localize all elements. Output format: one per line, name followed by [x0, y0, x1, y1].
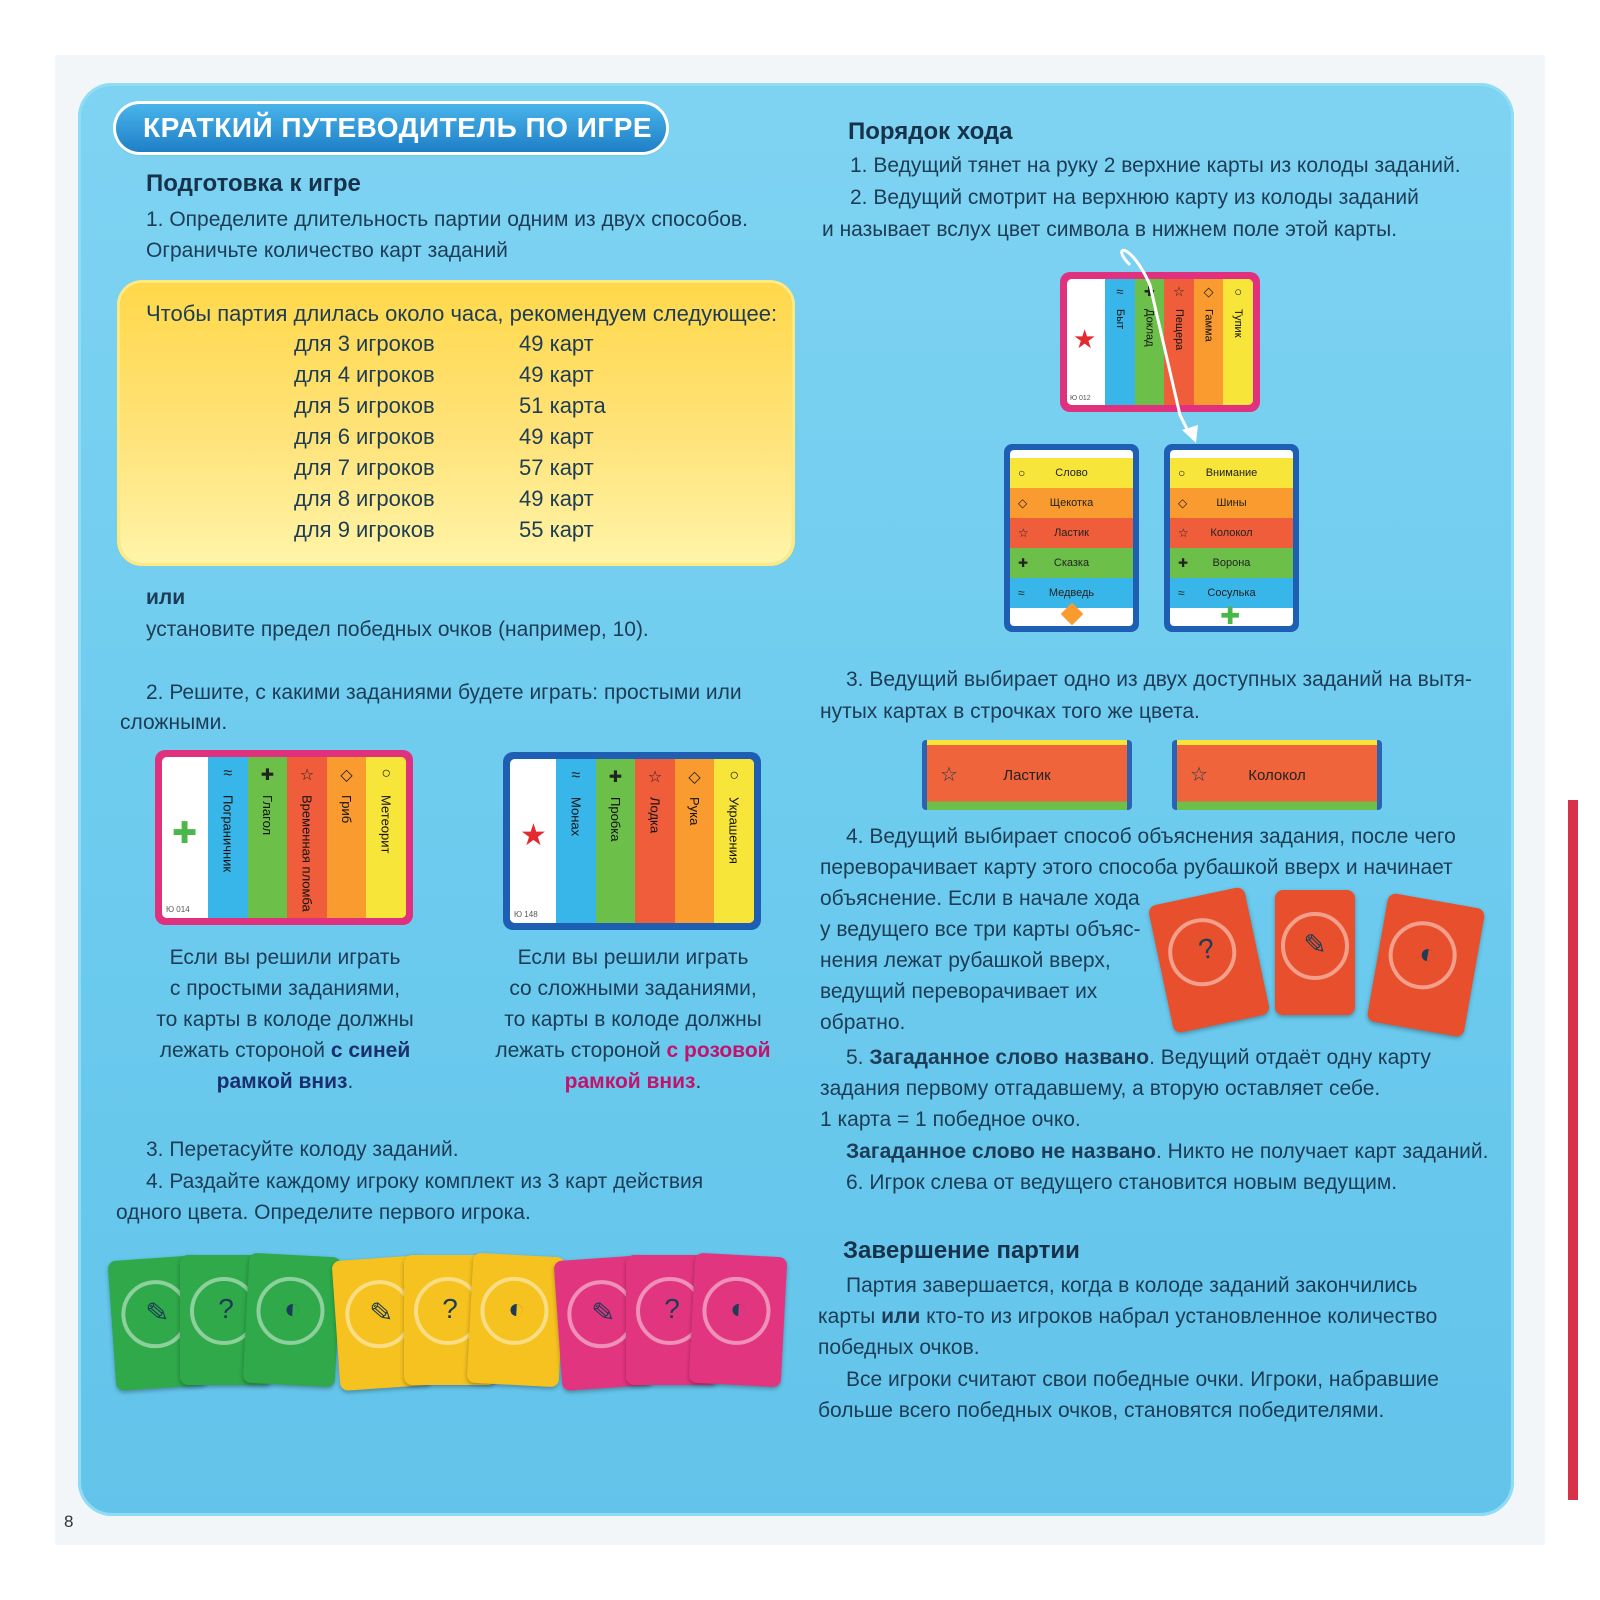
turn-step3-line1: 3. Ведущий выбирает одно из двух доступных заданий на вытя-	[846, 668, 1472, 691]
card-word: Пробка	[607, 797, 623, 842]
mask-icon: ◐	[507, 1292, 526, 1325]
prep-heading: Подготовка к игре	[146, 170, 361, 197]
question-icon: ?	[664, 1293, 680, 1324]
task-strip	[922, 740, 1132, 810]
card-code: Ю 148	[514, 910, 538, 919]
card-word: Слово	[1055, 467, 1088, 479]
page-number: 8	[64, 1512, 74, 1531]
card-code: Ю 012	[1070, 395, 1091, 402]
turn-step2-line1: 2. Ведущий смотрит на верхнюю карту из колоды заданий	[850, 186, 1419, 209]
title-banner	[116, 104, 666, 152]
diamond-icon: ◇	[1203, 284, 1214, 299]
hard-task-card	[503, 752, 761, 930]
card-word: Пещера	[1172, 309, 1185, 351]
turn-step4-line6: ведущий переворачивает их	[820, 980, 1098, 1003]
card-word: Рука	[687, 797, 703, 826]
table-row: для 4 игроков 49 карт	[294, 362, 594, 387]
question-icon: ?	[218, 1293, 234, 1324]
wave-icon: ≈	[1018, 586, 1025, 600]
wave-icon: ≈	[571, 767, 581, 784]
draw-icon: ✎	[144, 1296, 171, 1329]
strip-word: Колокол	[1248, 767, 1306, 784]
wave-icon: ≈	[1178, 586, 1185, 600]
recommendation-intro: Чтобы партия длилась около часа, рекомендуем следующее:	[146, 301, 778, 326]
card-word: Пограничник	[220, 795, 236, 873]
table-row: для 7 игроков 57 карт	[294, 455, 594, 480]
task-strip	[1172, 740, 1382, 810]
diamond-icon: ◇	[688, 769, 701, 786]
arrow-icon	[1110, 245, 1230, 455]
card-word: Внимание	[1205, 467, 1258, 479]
circle-icon: ○	[1018, 466, 1026, 480]
table-row: для 3 игроков 49 карт	[294, 331, 594, 356]
end-line5: больше всего победных очков, становятся победителями.	[818, 1399, 1385, 1422]
mask-icon: ◐	[1416, 936, 1440, 971]
turn-step4-line1: 4. Ведущий выбирает способ объяснения задания, после чего	[846, 825, 1456, 848]
prep-step1-line1: 1. Определите длительность партии одним из двух способов.	[146, 208, 748, 231]
mask-icon: ◐	[729, 1292, 748, 1325]
end-line1: Партия завершается, когда в колоде заданий закончились	[846, 1274, 1418, 1297]
mask-icon: ◐	[283, 1292, 302, 1325]
action-card-pink	[689, 1253, 788, 1388]
turn-step1: 1. Ведущий тянет на руку 2 верхние карты из колоды заданий.	[850, 154, 1461, 177]
turn-step5-line2: задания первому отгадавшему, а вторую оставляет себе.	[820, 1077, 1381, 1100]
prep-step3: 3. Перетасуйте колоду заданий.	[146, 1138, 459, 1161]
hard-caption: Если вы решили играть со сложными заданиями, то карты в колоде должны лежать стороной с розовой рамкой вниз.	[495, 946, 771, 1093]
star-icon: ☆	[299, 767, 315, 784]
star-icon: ☆	[1178, 526, 1189, 540]
table-row: для 5 игроков 51 карта	[294, 393, 606, 418]
card-word: Сосулька	[1207, 587, 1256, 599]
table-row: для 6 игроков 49 карт	[294, 424, 594, 449]
turn-step5-line3: 1 карта = 1 победное очко.	[820, 1108, 1081, 1131]
action-card-yellow	[467, 1253, 566, 1388]
draw-icon: ✎	[590, 1296, 617, 1329]
card-code: Ю 014	[166, 905, 190, 914]
card-word: Гамма	[1202, 309, 1215, 342]
card-word: Сказка	[1053, 557, 1090, 569]
card-word: Лодка	[647, 797, 663, 834]
end-line2: карты или кто-то из игроков набрал установленное количество	[818, 1305, 1438, 1328]
cross-icon: ✚	[1143, 284, 1155, 299]
diamond-icon: ◇	[1018, 496, 1028, 510]
recommendation-table	[294, 328, 606, 545]
turn-step4-line3: объяснение. Если в начале хода	[820, 887, 1140, 910]
circle-icon: ○	[381, 765, 391, 782]
wave-icon: ≈	[223, 765, 233, 782]
star-icon: ☆	[1190, 764, 1208, 786]
card-word: Доклад	[1143, 309, 1156, 347]
card-word: Тупик	[1232, 309, 1245, 338]
end-line3: победных очков.	[818, 1336, 980, 1359]
circle-icon: ○	[1234, 284, 1243, 299]
prep-step2-line1: 2. Решите, с какими заданиями будете играть: простыми или	[146, 681, 742, 704]
circle-icon: ○	[1178, 466, 1186, 480]
card-word: Глагол	[259, 795, 275, 836]
draw-icon: ✎	[1303, 929, 1327, 960]
wave-icon: ≈	[1116, 284, 1124, 299]
card-word: Монах	[568, 797, 584, 837]
cross-icon: ✚	[1018, 556, 1029, 570]
cross-icon: ✚	[260, 767, 275, 784]
simple-task-card	[155, 750, 413, 925]
cross-icon: ✚	[1220, 603, 1241, 626]
prep-step4-line2: одного цвета. Определите первого игрока.	[116, 1201, 531, 1224]
points-limit-text: установите предел победных очков (например, 10).	[146, 618, 649, 641]
card-word: Быт	[1113, 309, 1126, 330]
question-icon: ?	[1195, 931, 1218, 966]
cross-icon: ✚	[1178, 556, 1189, 570]
table-row: для 8 игроков 49 карт	[294, 486, 594, 511]
prep-step4-line1: 4. Раздайте каждому игроку комплект из 3 карт действия	[146, 1170, 704, 1193]
card-word: Колокол	[1210, 527, 1253, 539]
question-icon: ?	[442, 1293, 458, 1324]
card-word: Украшения	[726, 797, 742, 864]
action-card-green	[243, 1253, 342, 1388]
draw-icon: ✎	[368, 1296, 395, 1329]
turn-step4-line7: обратно.	[820, 1011, 906, 1034]
turn-step6: 6. Игрок слева от ведущего становится новым ведущим.	[846, 1171, 1398, 1194]
turn-step2-line2: и называет вслух цвет символа в нижнем поле этой карты.	[822, 218, 1398, 241]
star-icon: ☆	[1018, 526, 1029, 540]
diamond-icon: ◇	[1178, 496, 1188, 510]
diamond-icon: ◇	[340, 767, 353, 784]
circle-icon: ○	[729, 767, 739, 784]
star-icon: ☆	[647, 769, 663, 786]
explanation-card	[1275, 890, 1355, 1015]
simple-caption: Если вы решили играть с простыми заданиями, то карты в колоде должны лежать стороной с синей рамкой вниз.	[156, 946, 414, 1093]
star-icon: ☆	[940, 764, 958, 786]
card-word: Ворона	[1212, 557, 1251, 569]
star-icon: ★	[520, 819, 547, 852]
hand-card-left	[1004, 444, 1139, 632]
card-word: Щекотка	[1049, 497, 1094, 509]
hand-card-right	[1164, 444, 1299, 632]
card-word: Ластик	[1054, 527, 1089, 539]
end-heading: Завершение партии	[843, 1237, 1080, 1264]
card-word: Гриб	[339, 795, 355, 824]
page-title: КРАТКИЙ ПУТЕВОДИТЕЛЬ ПО ИГРЕ	[143, 112, 653, 143]
turn-heading: Порядок хода	[848, 118, 1013, 145]
star-icon: ★	[1073, 324, 1097, 354]
cross-icon: ✚	[608, 769, 623, 786]
turn-step4-line5: нения лежат рубашкой вверх,	[820, 949, 1111, 972]
turn-step5-line1: 5. Загаданное слово названо. Ведущий отдаёт одну карту	[846, 1046, 1431, 1069]
prep-step2-line2: сложными.	[120, 711, 228, 734]
strip-word: Ластик	[1003, 767, 1051, 784]
or-label: или	[146, 586, 186, 609]
card-word: Шины	[1216, 497, 1247, 509]
star-icon: ☆	[1173, 284, 1185, 299]
prep-step1-line2: Ограничьте количество карт заданий	[146, 239, 508, 262]
page-edge	[1568, 800, 1578, 1500]
card-word: Медведь	[1048, 587, 1095, 599]
end-line4: Все игроки считают свои победные очки. Игроки, набравшие	[846, 1368, 1439, 1391]
turn-step5b: Загаданное слово не названо. Никто не получает карт заданий.	[846, 1140, 1489, 1163]
turn-step4-line2: переворачивает карту этого способа рубашкой вверх и начинает	[820, 856, 1453, 879]
cross-icon: ✚	[172, 817, 198, 850]
turn-step3-line2: нутых картах в строчках того же цвета.	[820, 700, 1200, 723]
table-row: для 9 игроков 55 карт	[294, 517, 594, 542]
card-word: Метеорит	[378, 795, 394, 854]
card-word: Временная пломба	[299, 795, 315, 912]
turn-step4-line4: у ведущего все три карты объяс-	[820, 918, 1141, 941]
